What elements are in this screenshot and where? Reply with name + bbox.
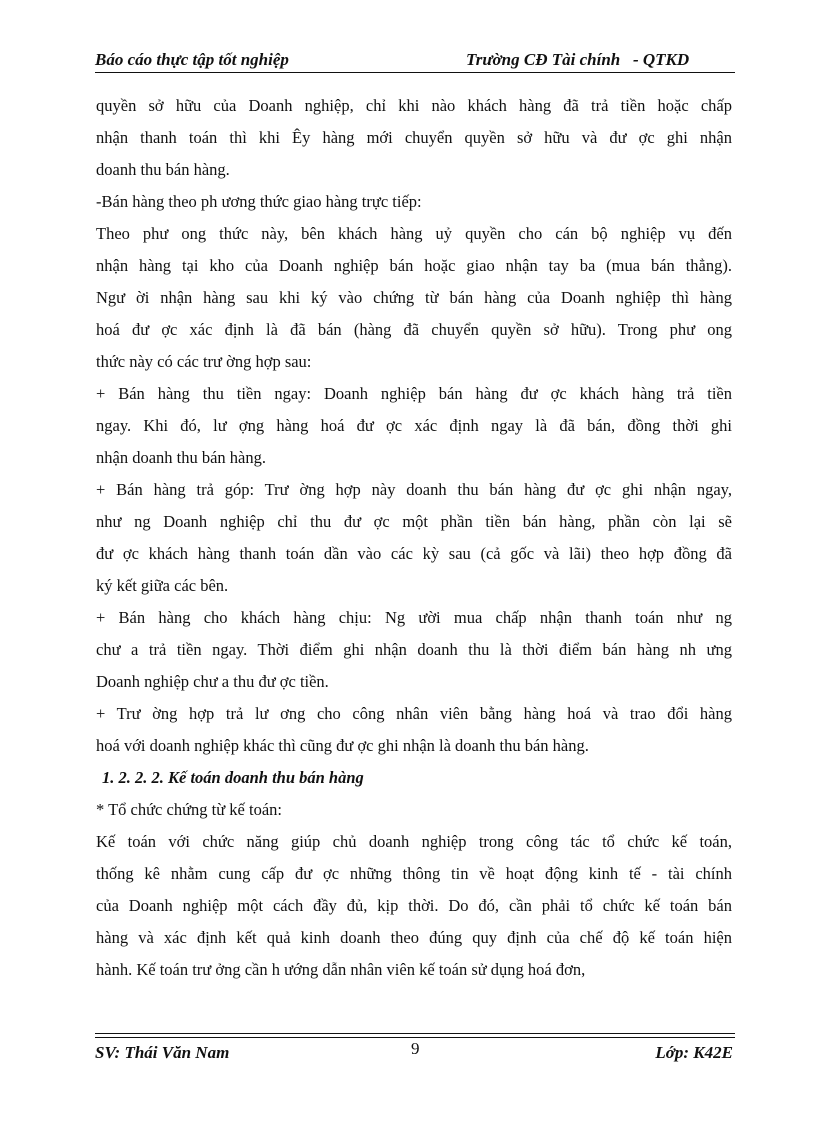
footer-rule-top	[95, 1033, 735, 1034]
text-line: thức này có các trư ờng hợp sau:	[96, 352, 312, 371]
text-line: hoá đư ợc xác định là đã bán (hàng đã chuyển quyền sở hữu). Trong phư ong	[96, 320, 732, 339]
text-line: ký kết giữa các bên.	[96, 576, 229, 595]
text-line: đư ợc khách hàng thanh toán dần vào các kỳ sau (cả gốc và lãi) theo hợp đồng đã	[96, 544, 732, 563]
text-line: ngay. Khi đó, lư ợng hàng hoá đư ợc xác định ngay là đã bán, đồng thời ghi	[96, 416, 732, 435]
text-line: * Tổ chức chứng từ kế toán:	[96, 800, 282, 819]
page-header	[95, 48, 735, 72]
text-line: hàng và xác định kết quả kinh doanh theo đúng quy định của chế độ kế toán hiện	[96, 928, 732, 947]
text-line: hành. Kế toán trư ởng cần h ướng dẫn nhân viên kế toán sử dụng hoá đơn,	[96, 960, 586, 979]
page-number: 9	[411, 1039, 420, 1058]
section-heading: 1. 2. 2. 2. Kế toán doanh thu bán hàng	[102, 768, 364, 787]
text-line: chư a trả tiền ngay. Thời điểm ghi nhận doanh thu là thời điểm bán hàng nh ưng	[96, 640, 732, 659]
text-line: của Doanh nghiệp một cách đầy đủ, kịp thời. Do đó, cần phải tổ chức kế toán bán	[96, 896, 732, 915]
text-line: Ngư ời nhận hàng sau khi ký vào chứng từ bán hàng của Doanh nghiệp thì hàng	[96, 288, 732, 307]
footer-student-name: SV: Thái Văn Nam	[95, 1043, 230, 1062]
text-line: Theo phư ong thức này, bên khách hàng uỷ quyền cho cán bộ nghiệp vụ đến	[96, 224, 732, 243]
text-line: như ng Doanh nghiệp chỉ thu đư ợc một phần tiền bán hàng, phần còn lại sẽ	[96, 512, 732, 531]
header-school-name: Trường CĐ Tài chính - QTKD	[466, 50, 690, 69]
footer-rule-bottom	[95, 1037, 735, 1038]
text-line: doanh thu bán hàng.	[96, 160, 230, 179]
footer-class: Lớp: K42E	[655, 1043, 733, 1062]
text-line: nhận hàng tại kho của Doanh nghiệp bán hoặc giao nhận tay ba (mua bán thẳng).	[96, 256, 732, 275]
text-line: hoá với doanh nghiệp khác thì cũng đư ợc ghi nhận là doanh thu bán hàng.	[96, 736, 589, 755]
document-body	[96, 90, 732, 986]
text-line: Kế toán với chức năng giúp chủ doanh nghiệp trong công tác tổ chức kế toán,	[96, 832, 732, 851]
text-line: + Trư ờng hợp trả lư ơng cho công nhân viên bằng hàng hoá và trao đổi hàng	[96, 704, 732, 723]
text-line: + Bán hàng thu tiền ngay: Doanh nghiệp bán hàng đư ợc khách hàng trả tiền	[96, 384, 732, 403]
header-rule	[95, 72, 735, 73]
text-line: -Bán hàng theo ph ương thức giao hàng trực tiếp:	[96, 192, 422, 211]
text-line: Doanh nghiệp chư a thu đư ợc tiền.	[96, 672, 329, 691]
text-line: nhận thanh toán thì khi Êy hàng mới chuyển quyền sở hữu và đư ợc ghi nhận	[96, 128, 732, 147]
text-line: thống kê nhằm cung cấp đư ợc những thông tin về hoạt động kinh tế - tài chính	[96, 864, 732, 883]
text-line: nhận doanh thu bán hàng.	[96, 448, 267, 467]
text-line: + Bán hàng cho khách hàng chịu: Ng ười mua chấp nhận thanh toán như ng	[96, 608, 732, 627]
text-line: quyền sở hữu của Doanh nghiệp, chỉ khi nào khách hàng đã trả tiền hoặc chấp	[96, 96, 732, 115]
page-footer	[95, 1040, 735, 1064]
header-report-title: Báo cáo thực tập tốt nghiệp	[95, 50, 289, 69]
text-line: + Bán hàng trả góp: Trư ờng hợp này doanh thu bán hàng đư ợc ghi nhận ngay,	[96, 480, 732, 499]
